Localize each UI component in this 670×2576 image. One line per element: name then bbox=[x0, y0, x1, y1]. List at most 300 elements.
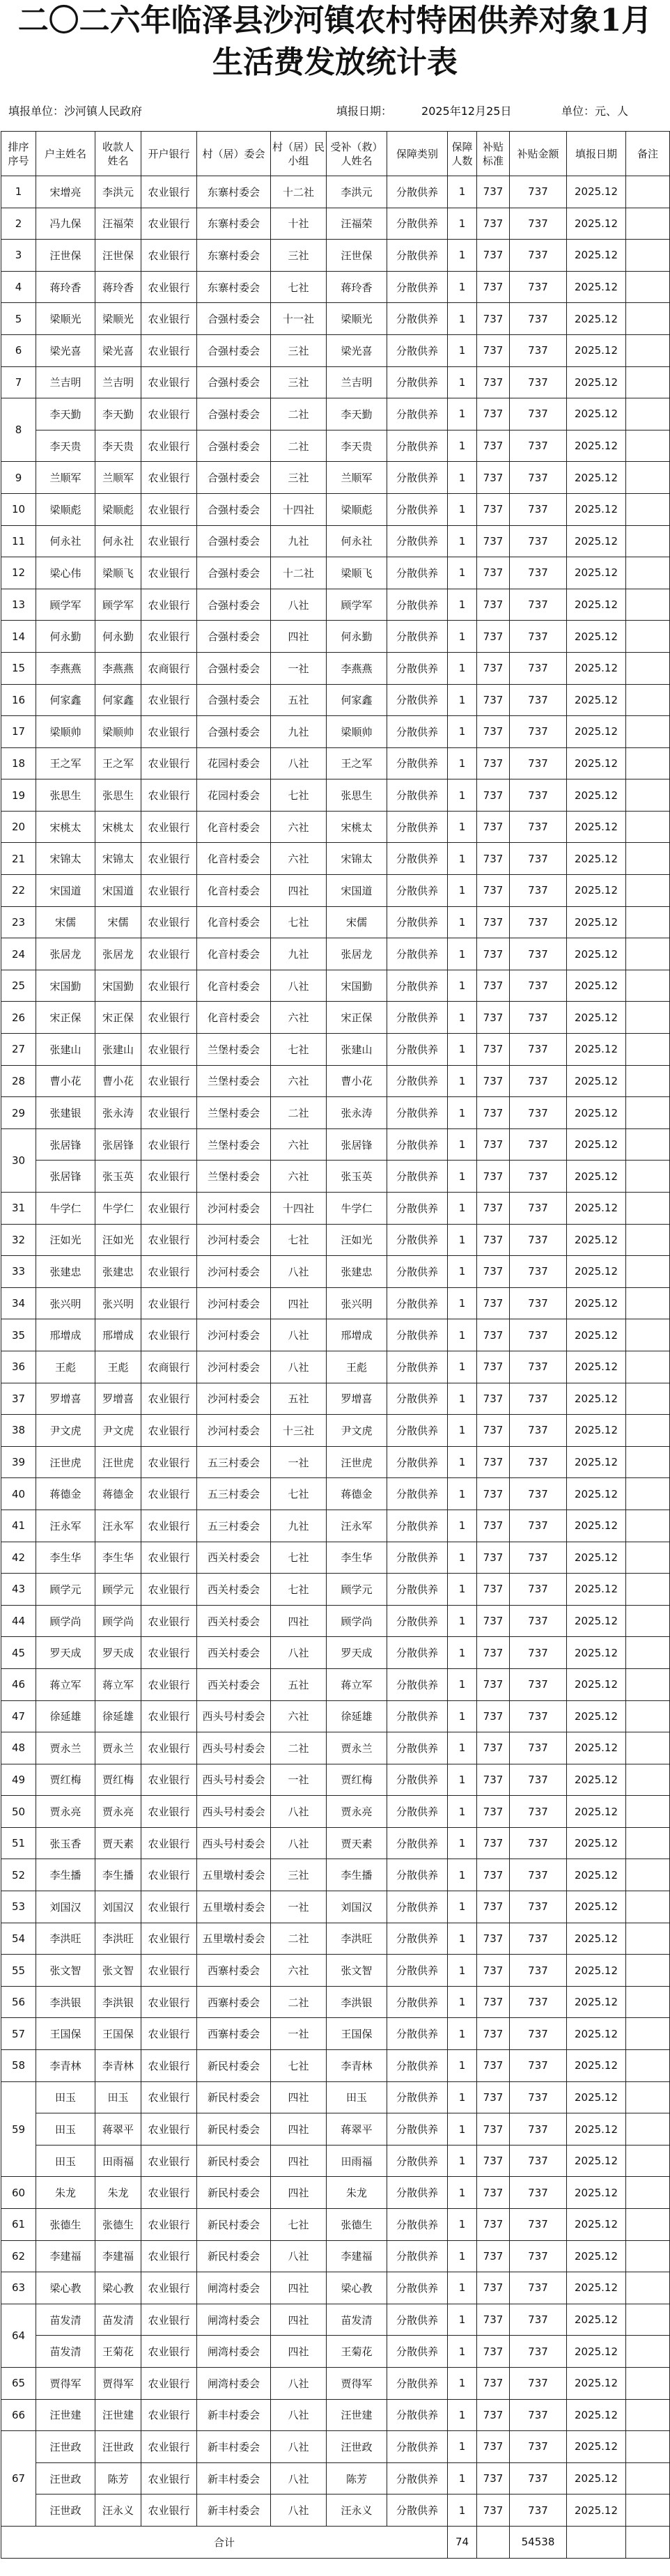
subsidy-amount-cell: 737 bbox=[510, 2272, 567, 2304]
subsidy-amount-cell: 737 bbox=[510, 1224, 567, 1256]
report-date-cell: 2025.12 bbox=[567, 1542, 626, 1574]
subsidy-standard-cell: 737 bbox=[477, 2336, 510, 2368]
header-label: 填报日期 bbox=[575, 147, 617, 160]
header-subsidy-standard bbox=[477, 132, 510, 176]
bank-cell: 农业银行 bbox=[141, 1668, 197, 1700]
subsidy-standard-cell: 737 bbox=[477, 208, 510, 240]
support-persons-cell: 1 bbox=[448, 1319, 477, 1351]
villager-group-cell: 十二社 bbox=[271, 557, 327, 589]
report-date: 2025年12月25日 bbox=[421, 104, 512, 118]
bank-cell: 农业银行 bbox=[141, 398, 197, 430]
village-committee-cell: 化音村委会 bbox=[197, 875, 271, 907]
payee-cell: 梁顺光 bbox=[95, 303, 141, 335]
subsidy-amount-cell: 737 bbox=[510, 1351, 567, 1383]
villager-group-cell: 五社 bbox=[271, 1383, 327, 1415]
subsidy-standard-cell: 737 bbox=[477, 1955, 510, 1987]
support-category-cell: 分散供养 bbox=[387, 2209, 448, 2241]
recipient-cell: 李青林 bbox=[327, 2050, 387, 2082]
table-row bbox=[1, 430, 670, 462]
support-persons-cell: 1 bbox=[448, 2145, 477, 2177]
support-category-cell: 分散供养 bbox=[387, 2018, 448, 2050]
recipient-cell: 田玉 bbox=[327, 2081, 387, 2113]
subsidy-standard-cell: 737 bbox=[477, 2272, 510, 2304]
villager-group-cell: 四社 bbox=[271, 2304, 327, 2336]
seq-cell: 17 bbox=[1, 716, 36, 748]
report-date-cell: 2025.12 bbox=[567, 493, 626, 525]
table-row bbox=[1, 525, 670, 557]
support-persons-cell: 1 bbox=[448, 1478, 477, 1510]
remark-cell bbox=[626, 2367, 670, 2399]
household-head-cell: 张建忠 bbox=[36, 1256, 95, 1288]
seq-cell: 57 bbox=[1, 2018, 36, 2050]
bank-cell: 农业银行 bbox=[141, 430, 197, 462]
household-head-cell: 汪世虎 bbox=[36, 1446, 95, 1478]
village-committee-cell: 花园村委会 bbox=[197, 747, 271, 779]
bank-cell: 农业银行 bbox=[141, 1383, 197, 1415]
bank-cell: 农业银行 bbox=[141, 875, 197, 907]
seq-cell: 56 bbox=[1, 1986, 36, 2018]
subsidy-standard-cell: 737 bbox=[477, 747, 510, 779]
village-committee-cell: 兰堡村委会 bbox=[197, 1128, 271, 1161]
bank-cell: 农业银行 bbox=[141, 493, 197, 525]
report-date-cell: 2025.12 bbox=[567, 1446, 626, 1478]
remark-cell bbox=[626, 176, 670, 208]
remark-cell bbox=[626, 1605, 670, 1637]
subsidy-standard-cell: 737 bbox=[477, 1510, 510, 1542]
support-category-cell: 分散供养 bbox=[387, 1319, 448, 1351]
report-date-cell: 2025.12 bbox=[567, 1002, 626, 1034]
seq-cell: 18 bbox=[1, 747, 36, 779]
support-persons-cell: 1 bbox=[448, 2209, 477, 2241]
household-head-cell: 蒋德金 bbox=[36, 1478, 95, 1510]
recipient-cell: 宋正保 bbox=[327, 1002, 387, 1034]
recipient-cell: 邢增成 bbox=[327, 1319, 387, 1351]
subsidy-standard-cell: 737 bbox=[477, 906, 510, 938]
seq-cell: 54 bbox=[1, 1923, 36, 1955]
report-date-cell: 2025.12 bbox=[567, 1764, 626, 1796]
village-committee-cell: 新民村委会 bbox=[197, 2081, 271, 2113]
villager-group-cell: 一社 bbox=[271, 1446, 327, 1478]
bank-cell: 农业银行 bbox=[141, 621, 197, 653]
support-persons-cell: 1 bbox=[448, 430, 477, 462]
villager-group-cell: 十四社 bbox=[271, 1193, 327, 1225]
village-committee-cell: 西寨村委会 bbox=[197, 1986, 271, 2018]
payee-cell: 曹小花 bbox=[95, 1065, 141, 1097]
recipient-cell: 刘国汉 bbox=[327, 1891, 387, 1923]
payee-cell: 李洪旺 bbox=[95, 1923, 141, 1955]
report-date-cell: 2025.12 bbox=[567, 2145, 626, 2177]
report-date-cell: 2025.12 bbox=[567, 2209, 626, 2241]
payee-cell: 兰顺军 bbox=[95, 462, 141, 494]
table-row bbox=[1, 1383, 670, 1415]
support-category-cell: 分散供养 bbox=[387, 1002, 448, 1034]
table-row bbox=[1, 1319, 670, 1351]
bank-cell: 农业银行 bbox=[141, 525, 197, 557]
village-committee-cell: 西关村委会 bbox=[197, 1637, 271, 1669]
payee-cell: 陈芳 bbox=[95, 2462, 141, 2494]
household-head-cell: 张兴明 bbox=[36, 1287, 95, 1319]
remark-cell bbox=[626, 1415, 670, 1447]
household-head-cell: 冯九保 bbox=[36, 208, 95, 240]
remark-cell bbox=[626, 1891, 670, 1923]
village-committee-cell: 合强村委会 bbox=[197, 430, 271, 462]
recipient-cell: 宋锦太 bbox=[327, 843, 387, 875]
support-category-cell: 分散供养 bbox=[387, 779, 448, 812]
subsidy-standard-cell: 737 bbox=[477, 970, 510, 1002]
payee-cell: 何永勤 bbox=[95, 621, 141, 653]
header-label: 村（居）民 bbox=[272, 140, 325, 153]
payee-cell: 贾永兰 bbox=[95, 1732, 141, 1764]
table-row bbox=[1, 1955, 670, 1987]
villager-group-cell: 二社 bbox=[271, 1986, 327, 2018]
payee-cell: 贾天素 bbox=[95, 1827, 141, 1859]
payee-cell: 顾学军 bbox=[95, 589, 141, 621]
seq-cell: 40 bbox=[1, 1478, 36, 1510]
household-head-cell: 牛学仁 bbox=[36, 1193, 95, 1225]
seq-cell: 19 bbox=[1, 779, 36, 812]
support-category-cell: 分散供养 bbox=[387, 906, 448, 938]
header-label: 收款人 bbox=[102, 140, 134, 153]
villager-group-cell: 四社 bbox=[271, 1287, 327, 1319]
payee-cell: 汪世建 bbox=[95, 2399, 141, 2431]
payee-cell: 李生华 bbox=[95, 1542, 141, 1574]
support-persons-cell: 1 bbox=[448, 1923, 477, 1955]
support-category-cell: 分散供养 bbox=[387, 1668, 448, 1700]
village-committee-cell: 西头号村委会 bbox=[197, 1700, 271, 1732]
payee-cell: 汪永义 bbox=[95, 2494, 141, 2527]
table-row bbox=[1, 652, 670, 684]
village-committee-cell: 兰堡村委会 bbox=[197, 1161, 271, 1193]
household-head-cell: 汪世保 bbox=[36, 240, 95, 272]
report-date-cell: 2025.12 bbox=[567, 2113, 626, 2146]
support-persons-cell: 1 bbox=[448, 1193, 477, 1225]
table-row bbox=[1, 303, 670, 335]
household-head-cell: 梁心伟 bbox=[36, 557, 95, 589]
seq-cell: 44 bbox=[1, 1605, 36, 1637]
subsidy-amount-cell: 737 bbox=[510, 271, 567, 303]
remark-cell bbox=[626, 2081, 670, 2113]
table-row bbox=[1, 1605, 670, 1637]
recipient-cell: 李建福 bbox=[327, 2240, 387, 2272]
remark-cell bbox=[626, 462, 670, 494]
remark-cell bbox=[626, 2240, 670, 2272]
seq-cell: 67 bbox=[1, 2431, 36, 2527]
subsidy-standard-cell: 737 bbox=[477, 811, 510, 843]
support-category-cell: 分散供养 bbox=[387, 589, 448, 621]
report-date-cell: 2025.12 bbox=[567, 1796, 626, 1828]
bank-cell: 农业银行 bbox=[141, 938, 197, 970]
table-row bbox=[1, 1193, 670, 1225]
remark-cell bbox=[626, 779, 670, 812]
subsidy-amount-cell: 737 bbox=[510, 1415, 567, 1447]
remark-cell bbox=[626, 1287, 670, 1319]
subsidy-amount-cell: 737 bbox=[510, 2081, 567, 2113]
villager-group-cell: 七社 bbox=[271, 1034, 327, 1066]
household-head-cell: 王国保 bbox=[36, 2018, 95, 2050]
household-head-cell: 李洪旺 bbox=[36, 1923, 95, 1955]
subsidy-standard-cell: 737 bbox=[477, 176, 510, 208]
villager-group-cell: 一社 bbox=[271, 2018, 327, 2050]
villager-group-cell: 四社 bbox=[271, 2113, 327, 2146]
support-persons-cell: 1 bbox=[448, 1446, 477, 1478]
household-head-cell: 兰顺军 bbox=[36, 462, 95, 494]
support-category-cell: 分散供养 bbox=[387, 2081, 448, 2113]
remark-cell bbox=[626, 2145, 670, 2177]
report-date-cell: 2025.12 bbox=[567, 1383, 626, 1415]
villager-group-cell: 二社 bbox=[271, 1923, 327, 1955]
support-persons-cell: 1 bbox=[448, 2336, 477, 2368]
payee-cell: 宋儒 bbox=[95, 906, 141, 938]
villager-group-cell: 十三社 bbox=[271, 1415, 327, 1447]
support-persons-cell: 1 bbox=[448, 303, 477, 335]
recipient-cell: 梁顺飞 bbox=[327, 557, 387, 589]
remark-cell bbox=[626, 557, 670, 589]
bank-cell: 农业银行 bbox=[141, 843, 197, 875]
report-date-cell: 2025.12 bbox=[567, 2081, 626, 2113]
household-head-cell: 梁光喜 bbox=[36, 334, 95, 366]
remark-cell bbox=[626, 906, 670, 938]
report-date-cell: 2025.12 bbox=[567, 1955, 626, 1987]
bank-cell: 农业银行 bbox=[141, 1732, 197, 1764]
support-category-cell: 分散供养 bbox=[387, 652, 448, 684]
report-date-cell: 2025.12 bbox=[567, 1065, 626, 1097]
report-date-cell: 2025.12 bbox=[567, 303, 626, 335]
household-head-cell: 顾学军 bbox=[36, 589, 95, 621]
remark-cell bbox=[626, 2399, 670, 2431]
report-date-cell: 2025.12 bbox=[567, 2304, 626, 2336]
support-persons-cell: 1 bbox=[448, 811, 477, 843]
report-date-cell: 2025.12 bbox=[567, 2177, 626, 2209]
household-head-cell: 田玉 bbox=[36, 2081, 95, 2113]
villager-group-cell: 六社 bbox=[271, 1161, 327, 1193]
table-row bbox=[1, 334, 670, 366]
recipient-cell: 汪永义 bbox=[327, 2494, 387, 2527]
seq-cell: 24 bbox=[1, 938, 36, 970]
village-committee-cell: 东寨村委会 bbox=[197, 240, 271, 272]
subsidy-amount-cell: 737 bbox=[510, 684, 567, 716]
payee-cell: 汪如光 bbox=[95, 1224, 141, 1256]
payee-cell: 牛学仁 bbox=[95, 1193, 141, 1225]
village-committee-cell: 五三村委会 bbox=[197, 1510, 271, 1542]
report-date-cell: 2025.12 bbox=[567, 1605, 626, 1637]
table-row bbox=[1, 747, 670, 779]
remark-cell bbox=[626, 334, 670, 366]
report-date-cell: 2025.12 bbox=[567, 621, 626, 653]
support-category-cell: 分散供养 bbox=[387, 1955, 448, 1987]
village-committee-cell: 闸湾村委会 bbox=[197, 2304, 271, 2336]
villager-group-cell: 七社 bbox=[271, 1224, 327, 1256]
payee-cell: 宋国勤 bbox=[95, 970, 141, 1002]
payee-cell: 徐延雄 bbox=[95, 1700, 141, 1732]
subsidy-amount-cell: 737 bbox=[510, 779, 567, 812]
subsidy-amount-cell: 737 bbox=[510, 2399, 567, 2431]
table-row bbox=[1, 621, 670, 653]
village-committee-cell: 化音村委会 bbox=[197, 843, 271, 875]
bank-cell: 农业银行 bbox=[141, 1764, 197, 1796]
report-date-cell: 2025.12 bbox=[567, 1574, 626, 1606]
support-persons-cell: 1 bbox=[448, 652, 477, 684]
subsidy-amount-cell: 737 bbox=[510, 430, 567, 462]
household-head-cell: 贾永兰 bbox=[36, 1732, 95, 1764]
report-date-block bbox=[336, 100, 511, 123]
support-category-cell: 分散供养 bbox=[387, 1764, 448, 1796]
bank-cell: 农业银行 bbox=[141, 303, 197, 335]
village-committee-cell: 西关村委会 bbox=[197, 1668, 271, 1700]
subsidy-amount-cell: 737 bbox=[510, 1161, 567, 1193]
support-category-cell: 分散供养 bbox=[387, 2240, 448, 2272]
table-row bbox=[1, 2272, 670, 2304]
support-persons-cell: 1 bbox=[448, 1637, 477, 1669]
villager-group-cell: 七社 bbox=[271, 1478, 327, 1510]
seq-cell: 41 bbox=[1, 1510, 36, 1542]
report-date-cell: 2025.12 bbox=[567, 1510, 626, 1542]
villager-group-cell: 三社 bbox=[271, 366, 327, 398]
subsidy-amount-cell: 737 bbox=[510, 1891, 567, 1923]
payee-cell: 顾学元 bbox=[95, 1574, 141, 1606]
table-row bbox=[1, 1034, 670, 1066]
subsidy-standard-cell: 737 bbox=[477, 1605, 510, 1637]
seq-cell: 52 bbox=[1, 1859, 36, 1891]
household-head-cell: 田玉 bbox=[36, 2113, 95, 2146]
remark-cell bbox=[626, 621, 670, 653]
remark-cell bbox=[626, 2462, 670, 2494]
header-label: 备注 bbox=[637, 147, 658, 160]
support-category-cell: 分散供养 bbox=[387, 970, 448, 1002]
support-persons-cell: 1 bbox=[448, 1542, 477, 1574]
table-row bbox=[1, 2431, 670, 2463]
bank-cell: 农业银行 bbox=[141, 366, 197, 398]
recipient-cell: 梁顺光 bbox=[327, 303, 387, 335]
support-category-cell: 分散供养 bbox=[387, 271, 448, 303]
subsidy-amount-cell: 737 bbox=[510, 240, 567, 272]
subsidy-standard-cell: 737 bbox=[477, 2399, 510, 2431]
recipient-cell: 梁光喜 bbox=[327, 334, 387, 366]
villager-group-cell: 九社 bbox=[271, 938, 327, 970]
report-date-cell: 2025.12 bbox=[567, 875, 626, 907]
remark-cell bbox=[626, 1193, 670, 1225]
household-head-cell: 苗发清 bbox=[36, 2336, 95, 2368]
payee-cell: 李燕燕 bbox=[95, 652, 141, 684]
seq-cell: 14 bbox=[1, 621, 36, 653]
subsidy-amount-cell: 737 bbox=[510, 1002, 567, 1034]
table-row bbox=[1, 398, 670, 430]
support-category-cell: 分散供养 bbox=[387, 1732, 448, 1764]
bank-cell: 农业银行 bbox=[141, 2018, 197, 2050]
seq-cell: 49 bbox=[1, 1764, 36, 1796]
support-persons-cell: 1 bbox=[448, 843, 477, 875]
report-date-cell: 2025.12 bbox=[567, 1732, 626, 1764]
payee-cell: 李青林 bbox=[95, 2050, 141, 2082]
recipient-cell: 王国保 bbox=[327, 2018, 387, 2050]
payee-cell: 李生播 bbox=[95, 1859, 141, 1891]
support-category-cell: 分散供养 bbox=[387, 1383, 448, 1415]
household-head-cell: 罗增喜 bbox=[36, 1383, 95, 1415]
subsidy-amount-cell: 737 bbox=[510, 303, 567, 335]
table-row bbox=[1, 811, 670, 843]
subsidy-standard-cell: 737 bbox=[477, 652, 510, 684]
recipient-cell: 顾学尚 bbox=[327, 1605, 387, 1637]
support-category-cell: 分散供养 bbox=[387, 1287, 448, 1319]
subsidy-standard-cell: 737 bbox=[477, 1764, 510, 1796]
report-date-cell: 2025.12 bbox=[567, 1161, 626, 1193]
village-committee-cell: 沙河村委会 bbox=[197, 1351, 271, 1383]
support-persons-cell: 1 bbox=[448, 747, 477, 779]
seq-cell: 8 bbox=[1, 398, 36, 462]
report-date-cell: 2025.12 bbox=[567, 430, 626, 462]
household-head-cell: 宋儒 bbox=[36, 906, 95, 938]
support-persons-cell: 1 bbox=[448, 2113, 477, 2146]
village-committee-cell: 五里墩村委会 bbox=[197, 1891, 271, 1923]
support-category-cell: 分散供养 bbox=[387, 2113, 448, 2146]
subsidy-standard-cell: 737 bbox=[477, 1383, 510, 1415]
recipient-cell: 顾学军 bbox=[327, 589, 387, 621]
subsidy-amount-cell: 737 bbox=[510, 970, 567, 1002]
support-category-cell: 分散供养 bbox=[387, 1161, 448, 1193]
remark-cell bbox=[626, 366, 670, 398]
village-committee-cell: 西寨村委会 bbox=[197, 1955, 271, 1987]
recipient-cell: 梁顺帅 bbox=[327, 716, 387, 748]
recipient-cell: 蒋翠平 bbox=[327, 2113, 387, 2146]
subsidy-amount-cell: 737 bbox=[510, 2431, 567, 2463]
subsidy-amount-cell: 737 bbox=[510, 652, 567, 684]
village-committee-cell: 沙河村委会 bbox=[197, 1415, 271, 1447]
support-category-cell: 分散供养 bbox=[387, 1478, 448, 1510]
bank-cell: 农业银行 bbox=[141, 2145, 197, 2177]
report-date-cell: 2025.12 bbox=[567, 2018, 626, 2050]
villager-group-cell: 八社 bbox=[271, 1827, 327, 1859]
subsidy-standard-cell: 737 bbox=[477, 1700, 510, 1732]
remark-cell bbox=[626, 716, 670, 748]
report-date-cell: 2025.12 bbox=[567, 176, 626, 208]
subsidy-standard-cell: 737 bbox=[477, 1128, 510, 1161]
payee-cell: 蒋玲香 bbox=[95, 271, 141, 303]
support-persons-cell: 1 bbox=[448, 1002, 477, 1034]
seq-cell: 32 bbox=[1, 1224, 36, 1256]
recipient-cell: 汪世保 bbox=[327, 240, 387, 272]
villager-group-cell: 二社 bbox=[271, 1732, 327, 1764]
household-head-cell: 宋正保 bbox=[36, 1002, 95, 1034]
support-category-cell: 分散供养 bbox=[387, 1415, 448, 1447]
subsidy-amount-cell: 737 bbox=[510, 1986, 567, 2018]
remark-cell bbox=[626, 2336, 670, 2368]
table-row bbox=[1, 2399, 670, 2431]
household-head-cell: 李天勤 bbox=[36, 398, 95, 430]
support-category-cell: 分散供养 bbox=[387, 334, 448, 366]
header-household-head bbox=[36, 132, 95, 176]
support-category-cell: 分散供养 bbox=[387, 2145, 448, 2177]
subsidy-amount-cell: 737 bbox=[510, 2240, 567, 2272]
household-head-cell: 李洪银 bbox=[36, 1986, 95, 2018]
recipient-cell: 宋桃太 bbox=[327, 811, 387, 843]
support-category-cell: 分散供养 bbox=[387, 1637, 448, 1669]
seq-cell: 39 bbox=[1, 1446, 36, 1478]
recipient-cell: 张思生 bbox=[327, 779, 387, 812]
table-row bbox=[1, 1002, 670, 1034]
bank-cell: 农业银行 bbox=[141, 589, 197, 621]
table-row bbox=[1, 1542, 670, 1574]
subsidy-amount-cell: 737 bbox=[510, 2209, 567, 2241]
village-committee-cell: 兰堡村委会 bbox=[197, 1065, 271, 1097]
seq-cell: 59 bbox=[1, 2081, 36, 2177]
measure-unit: 单位：元、人 bbox=[561, 104, 629, 118]
village-committee-cell: 西关村委会 bbox=[197, 1605, 271, 1637]
payee-cell: 李洪银 bbox=[95, 1986, 141, 2018]
support-category-cell: 分散供养 bbox=[387, 493, 448, 525]
remark-cell bbox=[626, 1859, 670, 1891]
recipient-cell: 宋儒 bbox=[327, 906, 387, 938]
support-category-cell: 分散供养 bbox=[387, 1827, 448, 1859]
seq-cell: 13 bbox=[1, 589, 36, 621]
